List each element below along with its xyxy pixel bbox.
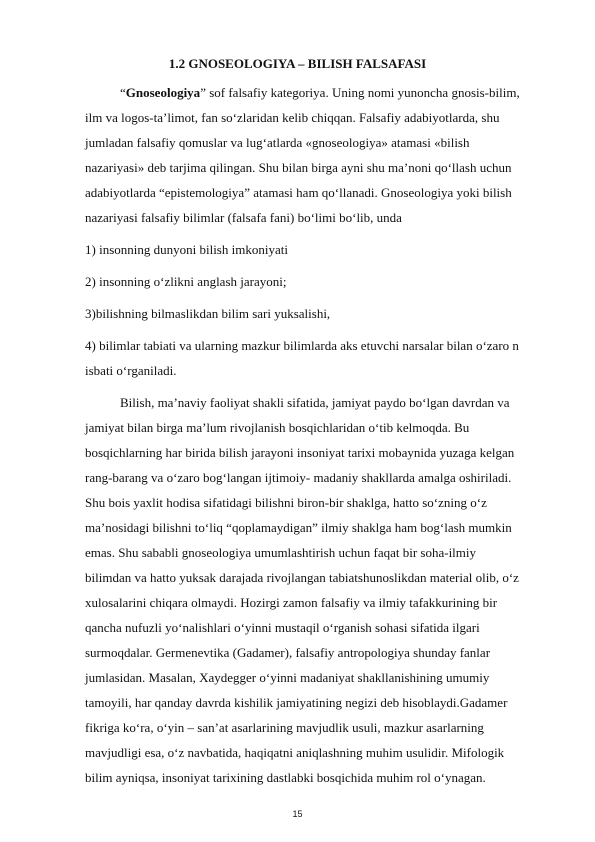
list-item: 3)bilishning bilmaslikdan bilim sari yuksalishi, [85, 306, 331, 321]
page-number: 15 [292, 809, 303, 819]
paragraph-line: rang-barang va o‘zaro bog‘langan ijtimoiy- madaniy shakllarda amalga oshiriladi. [85, 470, 512, 485]
term-bold: Gnoseologiya [125, 85, 201, 100]
paragraph-line: qancha nufuzli yo‘nalishlari o‘yinni mustaqil o‘rganish sohasi sifatida ilgari [85, 620, 480, 635]
paragraph-line: adabiyotlarda “epistemologiya” atamasi ham qo‘llanadi. Gnoseologiya yoki bilish [85, 185, 512, 200]
paragraph-line: ma’nosidagi bilishni to‘liq “qoplamaydigan” ilmiy shaklga ham bog‘lash mumkin [85, 520, 512, 535]
paragraph-line: bilim ayniqsa, insoniyat tarixining dastlabki bosqichida muhim rol o‘ynagan. [85, 770, 486, 785]
paragraph-line: jumlasidan. Masalan, Xaydegger o‘yinni madaniyat shakllanishining umumiy [85, 670, 490, 685]
open-quote: “ [120, 85, 126, 100]
paragraph-line: emas. Shu sababli gnoseologiya umumlashtirish uchun faqat bir soha-ilmiy [85, 545, 477, 560]
paragraph-line: Bilish, ma’naviy faoliyat shakli sifatida, jamiyat paydo bo‘lgan davrdan va [120, 395, 510, 410]
list-item: 4) bilimlar tabiati va ularning mazkur bilimlarda aks etuvchi narsalar bilan o‘zaro n [85, 338, 519, 353]
paragraph-line: jamiyat bilan birga ma’lum rivojlanish bosqichlaridan o‘tib kelmoqda. Bu [85, 420, 470, 435]
paragraph-line: tamoyili, har qanday davrda kishilik jamiyatining negizi deb hisoblaydi.Gadamer [85, 695, 508, 710]
paragraph-line: ilm va logos-ta’limot, fan so‘zlaridan kelib chiqqan. Falsafiy adabiyotlarda, shu [85, 110, 500, 125]
paragraph-line: Shu bois yaxlit hodisa sifatidagi bilishni biron-bir shaklga, hatto so‘zning o‘z [85, 495, 487, 510]
paragraph-line: nazariyasi» deb tarjima qilingan. Shu bilan birga ayni shu ma’noni qo‘llash uchun [85, 160, 512, 175]
paragraph-line: fikriga ko‘ra, o‘yin – san’at asarlarining mavjudlik usuli, mazkur asarlarning [85, 720, 484, 735]
paragraph-line: bilimdan va hatto yuksak darajada rivojlangan tabiatshunoslikdan material olib, o‘z [85, 570, 519, 585]
line-rest: ” sof falsafiy kategoriya. Uning nomi yunoncha gnosis-bilim, [200, 85, 520, 100]
paragraph-line: mavjudligi esa, o‘z navbatida, haqiqatni aniqlashning muhim usulidir. Mifologik [85, 745, 505, 760]
list-item-continuation: isbati o‘rganiladi. [85, 363, 177, 378]
paragraph-line: nazariyasi falsafiy bilimlar (falsafa fani) bo‘limi bo‘lib, unda [85, 210, 402, 225]
paragraph-line: bosqichlarning har birida bilish jarayoni insoniyat tarixi mobaynida yuzaga kelgan [85, 445, 515, 460]
paragraph-line: xulosalarini chiqara olmaydi. Hozirgi zamon falsafiy va ilmiy tafakkurining bir [85, 595, 498, 610]
list-item: 2) insonning o‘zlikni anglash jarayoni; [85, 274, 287, 289]
list-item: 1) insonning dunyoni bilish imkoniyati [85, 242, 288, 257]
paragraph-line: surmoqdalar. Germenevtika (Gadamer), falsafiy antropologiya shunday fanlar [85, 645, 491, 660]
section-title: 1.2 GNOSEOLOGIYA – BILISH FALSAFASI [168, 56, 427, 71]
paragraph-line: jumladan falsafiy qomuslar va lug‘atlarda «gnoseologiya» atamasi «bilish [85, 135, 470, 150]
paragraph-line [120, 85, 520, 101]
